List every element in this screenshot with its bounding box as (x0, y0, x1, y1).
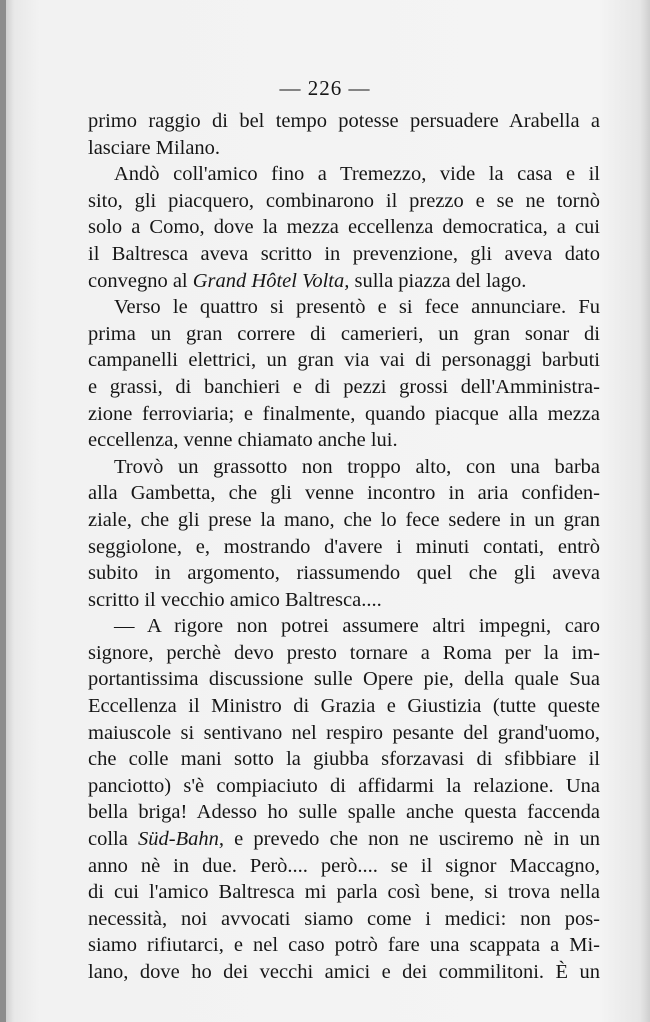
text-line (88, 826, 600, 853)
text-line: Verso le quattro si presentò e si fece annunciare. Fu (114, 296, 600, 319)
text-line: scritto il vecchio amico Baltresca.... (88, 588, 382, 611)
body-text (88, 108, 600, 986)
text-line: primo raggio di bel tempo potesse persuadere Arabella a (88, 110, 600, 132)
text-line: Trovò un grassotto non troppo alto, con una barba (114, 455, 600, 478)
text-line: lasciare Milano. (88, 136, 221, 159)
text-segment: colla (88, 828, 138, 851)
text-line: e grassi, di banchieri e di pezzi grossi dell'Amministra- (88, 375, 600, 398)
text-line: lano, dove ho dei vecchi amici e dei commilitoni. È un (88, 961, 600, 983)
text-line: Eccellenza il Ministro di Grazia e Giustizia (tutte queste (88, 695, 600, 718)
italic-segment: Grand Hôtel Volta, (192, 269, 350, 292)
page-spine-shadow (0, 0, 6, 1022)
text-line: Andò coll'amico fino a Tremezzo, vide la casa e il (114, 163, 600, 186)
text-line: signore, perchè devo presto tornare a Roma per la im- (88, 641, 600, 664)
text-line: solo a Como, dove la mezza eccellenza democratica, a cui (88, 216, 600, 239)
text-line: di cui l'amico Baltresca mi parla così bene, si trova nella (88, 881, 600, 904)
text-segment: e prevedo che non ne usciremo nè in un (223, 828, 600, 851)
text-line: il Baltresca aveva scritto in prevenzione, gli aveva dato (88, 242, 600, 265)
text-line: necessità, noi avvocati siamo come i medici: non pos- (88, 907, 600, 930)
text-line: bella briga! Adesso ho sulle spalle anche questa faccenda (88, 801, 600, 824)
text-line: — A rigore non potrei assumere altri impegni, caro (114, 615, 600, 638)
text-segment: sulla piazza del lago. (349, 269, 527, 292)
page-number: — 226 — (279, 76, 371, 100)
text-line: panciotto) s'è compiaciuto di affidarmi la relazione. Una (88, 774, 600, 797)
text-line: siamo rifiutarci, e nel caso potrò fare una scappata a Mi- (88, 934, 600, 957)
text-segment: convegno al (88, 269, 193, 292)
text-line: maiuscole si sentivano nel respiro pesante del grand'uomo, (88, 721, 600, 744)
text-line: subito in argomento, riassumendo quel che gli aveva (88, 562, 600, 585)
text-line: anno nè in due. Però.... però.... se il signor Maccagno, (88, 854, 600, 877)
italic-segment: Süd-Bahn, (138, 828, 224, 851)
text-line: eccellenza, venne chiamato anche lui. (88, 429, 398, 452)
text-line: campanelli elettrici, un gran via vai di personaggi barbuti (88, 349, 600, 372)
text-line: alla Gambetta, che gli venne incontro in aria confiden- (88, 482, 600, 505)
text-line: prima un gran correre di camerieri, un gran sonar di (88, 322, 600, 345)
text-line: che colle mani sotto la giubba sforzavasi di sfibbiare il (88, 748, 600, 771)
text-line (88, 268, 600, 295)
text-line: sito, gli piacquero, combinarono il prezzo e se ne tornò (88, 189, 600, 212)
text-line: ziale, che gli prese la mano, che lo fece sedere in un gran (88, 508, 600, 531)
text-line: seggiolone, e, mostrando d'avere i minuti contati, entrò (88, 535, 600, 558)
text-line: portantissima discussione sulle Opere pie, della quale Sua (88, 668, 600, 691)
text-line: zione ferroviaria; e finalmente, quando piacque alla mezza (88, 402, 600, 425)
